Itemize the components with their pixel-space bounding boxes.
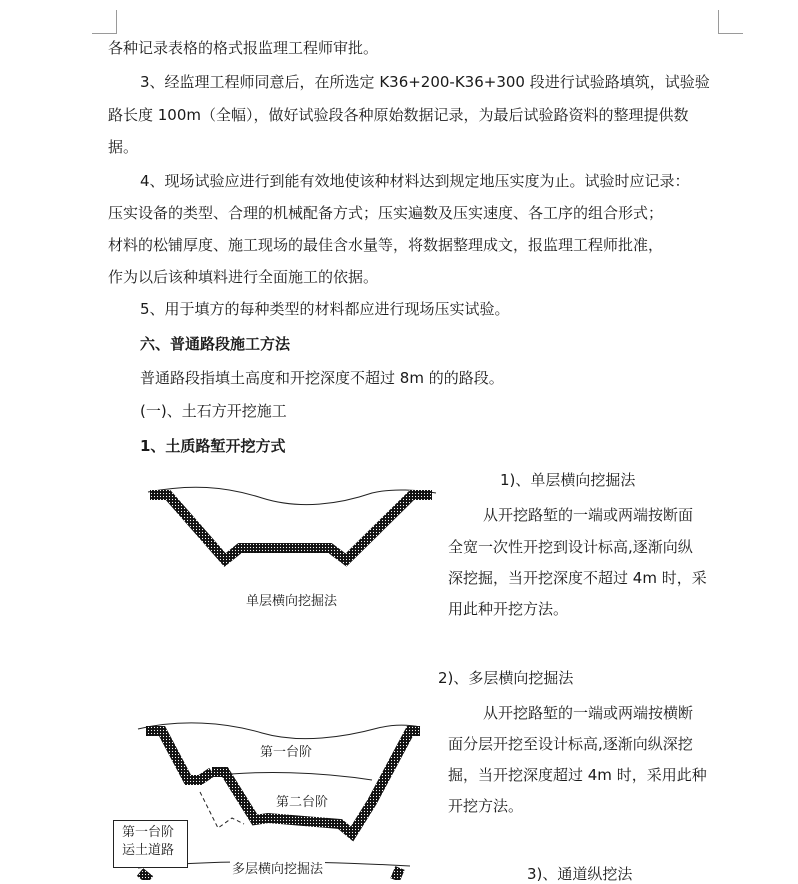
paragraph-line: 3、经监理工程师同意后，在所选定 K36+200-K36+300 段进行试验路填筑，试验验 — [140, 73, 710, 91]
single-layer-diagram — [148, 487, 436, 560]
diagram-caption: 单层横向挖掘法 — [246, 594, 338, 609]
paragraph-line: 普通路段指填土高度和开挖深度不超过 8m 的的路段。 — [140, 369, 504, 387]
method-text-line: 面分层开挖至设计标高,逐渐向纵深挖 — [448, 735, 693, 753]
box-label-line: 运土道路 — [122, 843, 175, 858]
paragraph-line: 路长度 100m（全幅），做好试验段各种原始数据记录，为最后试验路资料的整理提供数 — [108, 106, 689, 124]
paragraph-line: 各种记录表格的格式报监理工程师审批。 — [108, 39, 379, 57]
subsection-heading: 1、土质路堑开挖方式 — [140, 437, 286, 455]
method-text-line: 掘，当开挖深度超过 4m 时，采用此种 — [448, 766, 707, 784]
paragraph-line: 5、用于填方的每种类型的材料都应进行现场压实试验。 — [140, 300, 510, 318]
paragraph-line: 材料的松铺厚度、施工现场的最佳含水量等，将数据整理成文，报监理工程师批准， — [108, 236, 664, 254]
upper-trench — [146, 731, 212, 780]
section-heading: 六、普通路段施工方法 — [140, 335, 291, 353]
paragraph-line: 4、现场试验应进行到能有效地使该种材料达到规定地压实度为止。试验时应记录： — [140, 172, 690, 190]
diagram-caption: 多层横向挖掘法 — [230, 858, 325, 877]
paragraph-line: (一)、土石方开挖施工 — [140, 402, 287, 420]
step-line — [212, 773, 372, 780]
ground-line — [138, 723, 420, 739]
method-text-line: 全宽一次性开挖到设计标高,逐渐向纵 — [448, 538, 693, 556]
paragraph-line: 压实设备的类型、合理的机械配备方式；压实遍数及压实速度、各工序的组合形式； — [108, 204, 664, 222]
trench-profile — [150, 495, 432, 560]
ground-line — [148, 487, 436, 504]
method-title: 1)、单层横向挖掘法 — [500, 471, 636, 489]
paragraph-line: 据。 — [108, 138, 139, 156]
method-title: 3)、通道纵挖法 — [527, 865, 633, 883]
step-label: 第一台阶 — [260, 745, 313, 760]
step-label: 第二台阶 — [276, 795, 329, 810]
haul-road-label-box — [113, 820, 188, 868]
paragraph-line: 作为以后该种填料进行全面施工的依据。 — [108, 268, 379, 286]
method-title: 2)、多层横向挖掘法 — [438, 669, 574, 687]
box-label-line: 第一台阶 — [122, 825, 175, 840]
method-text-line: 开挖方法。 — [448, 797, 524, 815]
method-text-line: 用此种开挖方法。 — [448, 600, 569, 618]
lower-trench — [212, 731, 420, 834]
method-text-line: 从开挖路堑的一端或两端按横断 — [483, 704, 694, 722]
method-text-line: 深挖掘，当开挖深度不超过 4m 时，采 — [448, 569, 707, 587]
method-text-line: 从开挖路堑的一端或两端按断面 — [483, 506, 694, 524]
